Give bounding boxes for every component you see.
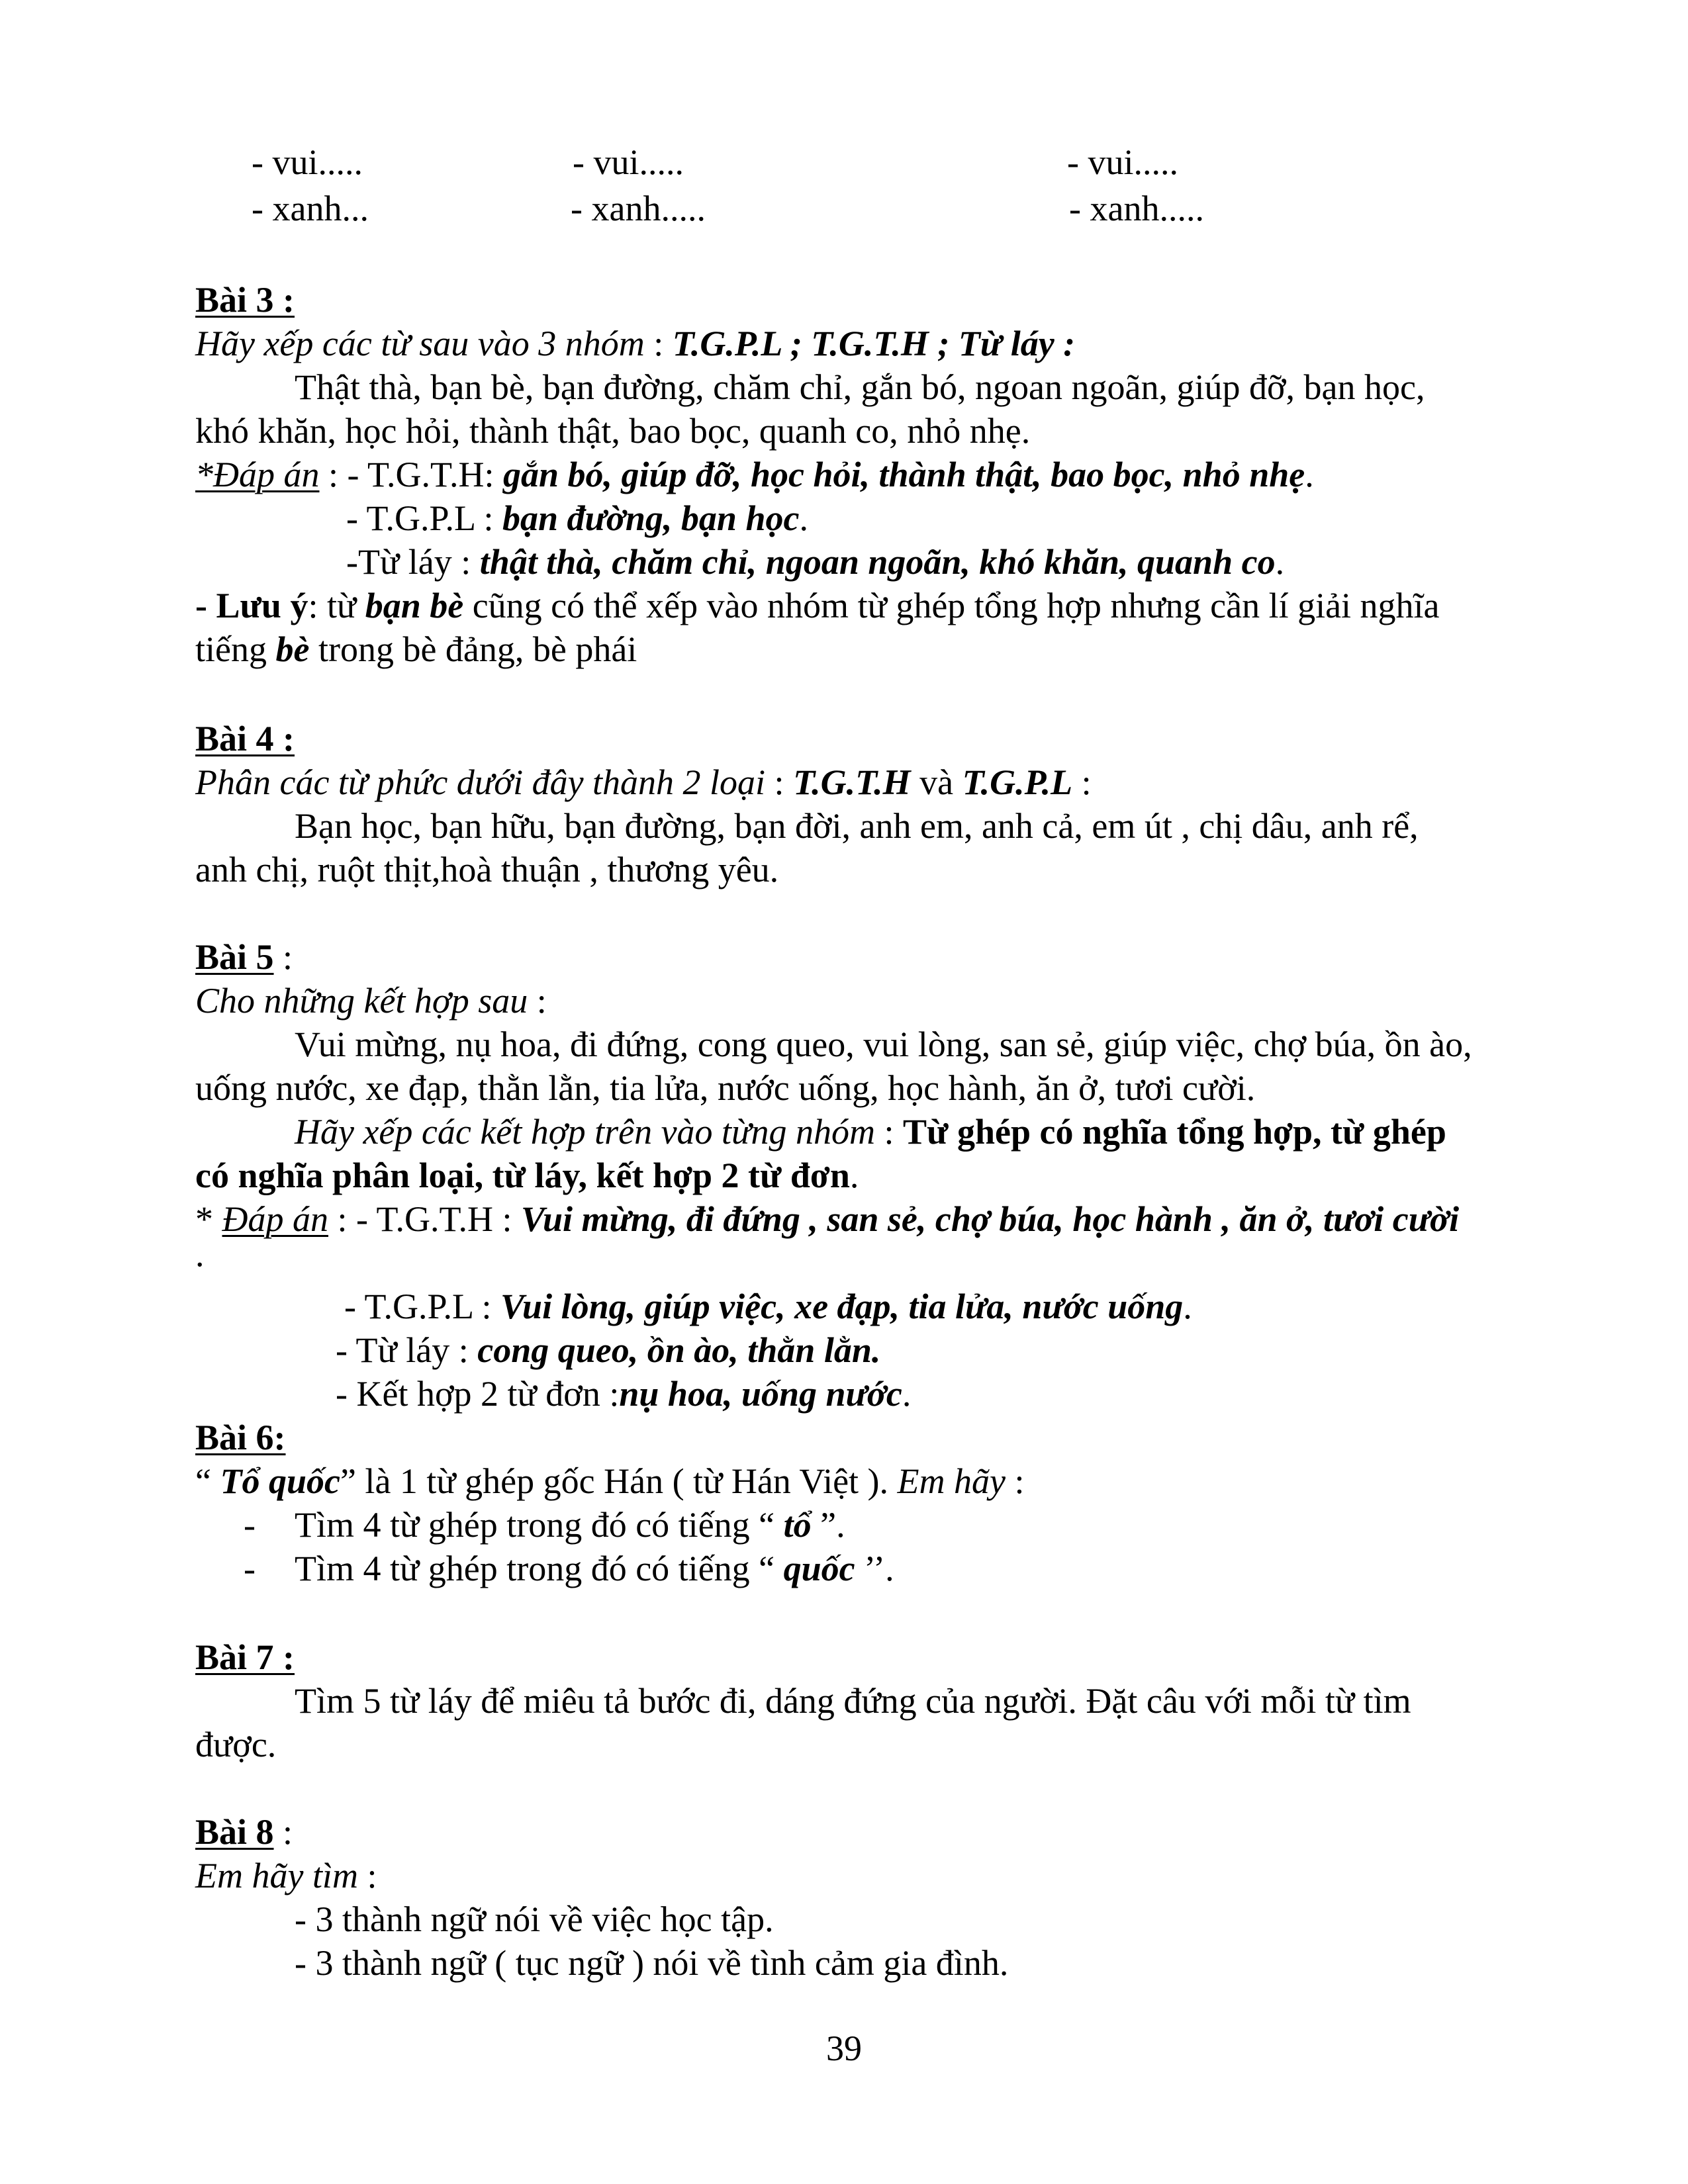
bai5-task-end: . xyxy=(849,1156,859,1195)
bai5-task-line2 xyxy=(195,1154,859,1197)
bai3-note-t4: trong bè đảng, bè phái xyxy=(309,629,637,669)
bai6-item1-word: tổ xyxy=(783,1505,812,1545)
bai4-sep1: : xyxy=(765,762,794,802)
bai5-answer-prefix2: - T.G.P.L : xyxy=(344,1287,501,1326)
list-item: - xanh..... xyxy=(571,189,706,228)
bai3-note-line1 xyxy=(195,584,1440,627)
bai5-answer-label: Đáp án xyxy=(222,1199,328,1239)
bai4-prompt-text: Phân các từ phức dưới đây thành 2 loại xyxy=(195,762,766,802)
bai4-group2: T.G.P.L xyxy=(962,762,1073,802)
bai5-task-bold2: có nghĩa phân loại, từ láy, kết hợp 2 từ đơn xyxy=(195,1156,850,1195)
bai8-item-2: - 3 thành ngữ ( tục ngữ ) nói về tình cảm gia đình. xyxy=(295,1943,1009,1983)
bai6-q-open: “ xyxy=(195,1461,220,1501)
bai5-answer-star: * xyxy=(195,1199,222,1239)
bai3-answer-prefix1: : - T.G.T.H: xyxy=(319,455,503,494)
bai6-item2-word: quốc xyxy=(783,1549,855,1588)
bai5-answer-prefix1: : - T.G.T.H : xyxy=(328,1199,521,1239)
bai6-q-word: Tổ quốc xyxy=(220,1461,340,1501)
bai5-answer-prefix4: - Kết hợp 2 từ đơn : xyxy=(336,1374,620,1414)
bai6-question xyxy=(195,1459,1025,1503)
bai5-task-italic: Hãy xếp các kết hợp trên vào từng nhóm xyxy=(295,1112,875,1152)
bai7-text-line2: được. xyxy=(195,1725,277,1764)
bai3-note-word2: bè xyxy=(275,629,310,669)
bai5-answer-3 xyxy=(336,1328,880,1372)
bai4-group1: T.G.T.H xyxy=(793,762,911,802)
bai6-item2-pre: Tìm 4 từ ghép trong đó có tiếng “ xyxy=(295,1549,784,1588)
bai4-prompt xyxy=(195,760,1092,804)
bai6-bullet-1: - xyxy=(244,1505,256,1545)
bai5-title-colon: : xyxy=(273,937,293,977)
bai3-prompt-groups: T.G.P.L ; T.G.T.H ; Từ láy : xyxy=(672,324,1076,363)
bai8-prompt-colon: : xyxy=(357,1856,377,1895)
list-item: - vui..... xyxy=(1067,142,1178,182)
bai3-note-word1: bạn bè xyxy=(365,586,464,625)
bai3-answer-words3: thật thà, chăm chỉ, ngoan ngoãn, khó khăn, quanh co xyxy=(479,542,1276,582)
bai5-words-line2: uống nước, xe đạp, thằn lằn, tia lửa, nước uống, học hành, ăn ở, tươi cười. xyxy=(195,1068,1256,1108)
bai6-title: Bài 6: xyxy=(195,1418,286,1457)
bai3-answer-prefix3: -Từ láy : xyxy=(346,542,480,582)
bai5-answer-words3: cong queo, ồn ào, thằn lằn. xyxy=(477,1330,881,1370)
bai5-words-line1: Vui mừng, nụ hoa, đi đứng, cong queo, vui lòng, san sẻ, giúp việc, chợ búa, ồn ào, xyxy=(295,1024,1472,1064)
bai5-task-colon: : xyxy=(875,1112,904,1152)
bai6-q-rest: ” là 1 từ ghép gốc Hán ( từ Hán Việt ). xyxy=(340,1461,898,1501)
bai5-answer-2 xyxy=(344,1285,1192,1328)
bai3-title: Bài 3 : xyxy=(195,280,295,320)
bai5-answer-prefix3: - Từ láy : xyxy=(336,1330,478,1370)
bai8-title-text: Bài 8 xyxy=(195,1812,274,1852)
bai6-item-1 xyxy=(295,1503,845,1547)
bai3-answer-words2: bạn đường, bạn học xyxy=(502,498,800,538)
bai5-prompt-text: Cho những kết hợp sau xyxy=(195,981,528,1021)
bai3-answer-prefix2: - T.G.P.L : xyxy=(346,498,503,538)
bai6-item1-pre: Tìm 4 từ ghép trong đó có tiếng “ xyxy=(295,1505,784,1545)
bai5-answer-words2: Vui lòng, giúp việc, xe đạp, tia lửa, nước uống xyxy=(500,1287,1184,1326)
bai3-answer-label: *Đáp án xyxy=(195,455,320,494)
bai5-answer-end4: . xyxy=(902,1374,912,1414)
bai3-note-t2: cũng có thể xếp vào nhóm từ ghép tổng hợp nhưng cần lí giải nghĩa xyxy=(463,586,1440,625)
bai6-q-italic: Em hãy xyxy=(897,1461,1006,1501)
bai8-prompt-text: Em hãy tìm xyxy=(195,1856,358,1895)
bai5-prompt xyxy=(195,979,547,1023)
bai3-answer-words1: gắn bó, giúp đỡ, học hỏi, thành thật, bao bọc, nhỏ nhẹ xyxy=(502,455,1305,494)
list-item: - xanh... xyxy=(252,189,369,228)
bai7-text-line1: Tìm 5 từ láy để miêu tả bước đi, dáng đứng của người. Đặt câu với mỗi từ tìm xyxy=(295,1681,1411,1721)
bai5-task-line1 xyxy=(295,1110,1446,1154)
bai6-q-colon: : xyxy=(1005,1461,1025,1501)
bai3-answer-1 xyxy=(195,453,1314,496)
bai8-title xyxy=(195,1810,293,1854)
bai5-answer-4 xyxy=(336,1372,911,1416)
bai6-item1-post: ”. xyxy=(811,1505,845,1545)
bai5-answer-dot: . xyxy=(195,1234,205,1274)
bai4-title: Bài 4 : xyxy=(195,719,295,758)
bai5-title xyxy=(195,935,293,979)
list-item: - xanh..... xyxy=(1069,189,1204,228)
bai8-item-1: - 3 thành ngữ nói về việc học tập. xyxy=(295,1899,774,1939)
bai4-words-line1: Bạn học, bạn hữu, bạn đường, bạn đời, anh em, anh cả, em út , chị dâu, anh rể, xyxy=(295,806,1419,846)
page-number: 39 xyxy=(826,2028,862,2068)
bai6-item2-post: ’’. xyxy=(855,1549,894,1588)
bai3-prompt-sep: : xyxy=(644,324,673,363)
bai4-and: và xyxy=(910,762,962,802)
bai3-prompt xyxy=(195,322,1075,365)
bai8-title-colon: : xyxy=(273,1812,293,1852)
bai3-answer-3 xyxy=(346,540,1284,584)
bai5-answer-1 xyxy=(195,1197,1459,1241)
bai3-note-line2 xyxy=(195,627,637,671)
bai3-words-line2: khó khăn, học hỏi, thành thật, bao bọc, quanh co, nhỏ nhẹ. xyxy=(195,411,1031,451)
bai5-answer-words1: Vui mừng, đi đứng , san sẻ, chợ búa, học hành , ăn ở, tươi cười xyxy=(520,1199,1460,1239)
bai3-answer-2 xyxy=(346,496,808,540)
bai3-note-t3: tiếng xyxy=(195,629,276,669)
bai3-answer-end1: . xyxy=(1305,455,1314,494)
bai4-sep2: : xyxy=(1072,762,1092,802)
bai3-words-line1: Thật thà, bạn bè, bạn đường, chăm chỉ, gắn bó, ngoan ngoãn, giúp đỡ, bạn học, xyxy=(295,367,1425,407)
bai6-item-2 xyxy=(295,1547,894,1590)
bai7-title: Bài 7 : xyxy=(195,1637,295,1677)
list-item: - vui..... xyxy=(573,142,684,182)
bai3-prompt-text: Hãy xếp các từ sau vào 3 nhóm xyxy=(195,324,645,363)
list-item: - vui..... xyxy=(252,142,363,182)
bai5-answer-words4: nụ hoa, uống nước xyxy=(619,1374,902,1414)
bai3-answer-end2: . xyxy=(799,498,808,538)
bai5-title-text: Bài 5 xyxy=(195,937,274,977)
bai4-words-line2: anh chị, ruột thịt,hoà thuận , thương yêu. xyxy=(195,850,779,889)
bai3-answer-end3: . xyxy=(1275,542,1285,582)
bai6-bullet-2: - xyxy=(244,1549,256,1588)
bai5-task-bold1: Từ ghép có nghĩa tổng hợp, từ ghép xyxy=(903,1112,1446,1152)
bai8-prompt xyxy=(195,1854,377,1897)
bai5-answer-end2: . xyxy=(1183,1287,1192,1326)
bai5-prompt-colon: : xyxy=(528,981,547,1021)
bai3-note-label: - Lưu ý xyxy=(195,586,308,625)
bai3-note-t1: : từ xyxy=(308,586,365,625)
